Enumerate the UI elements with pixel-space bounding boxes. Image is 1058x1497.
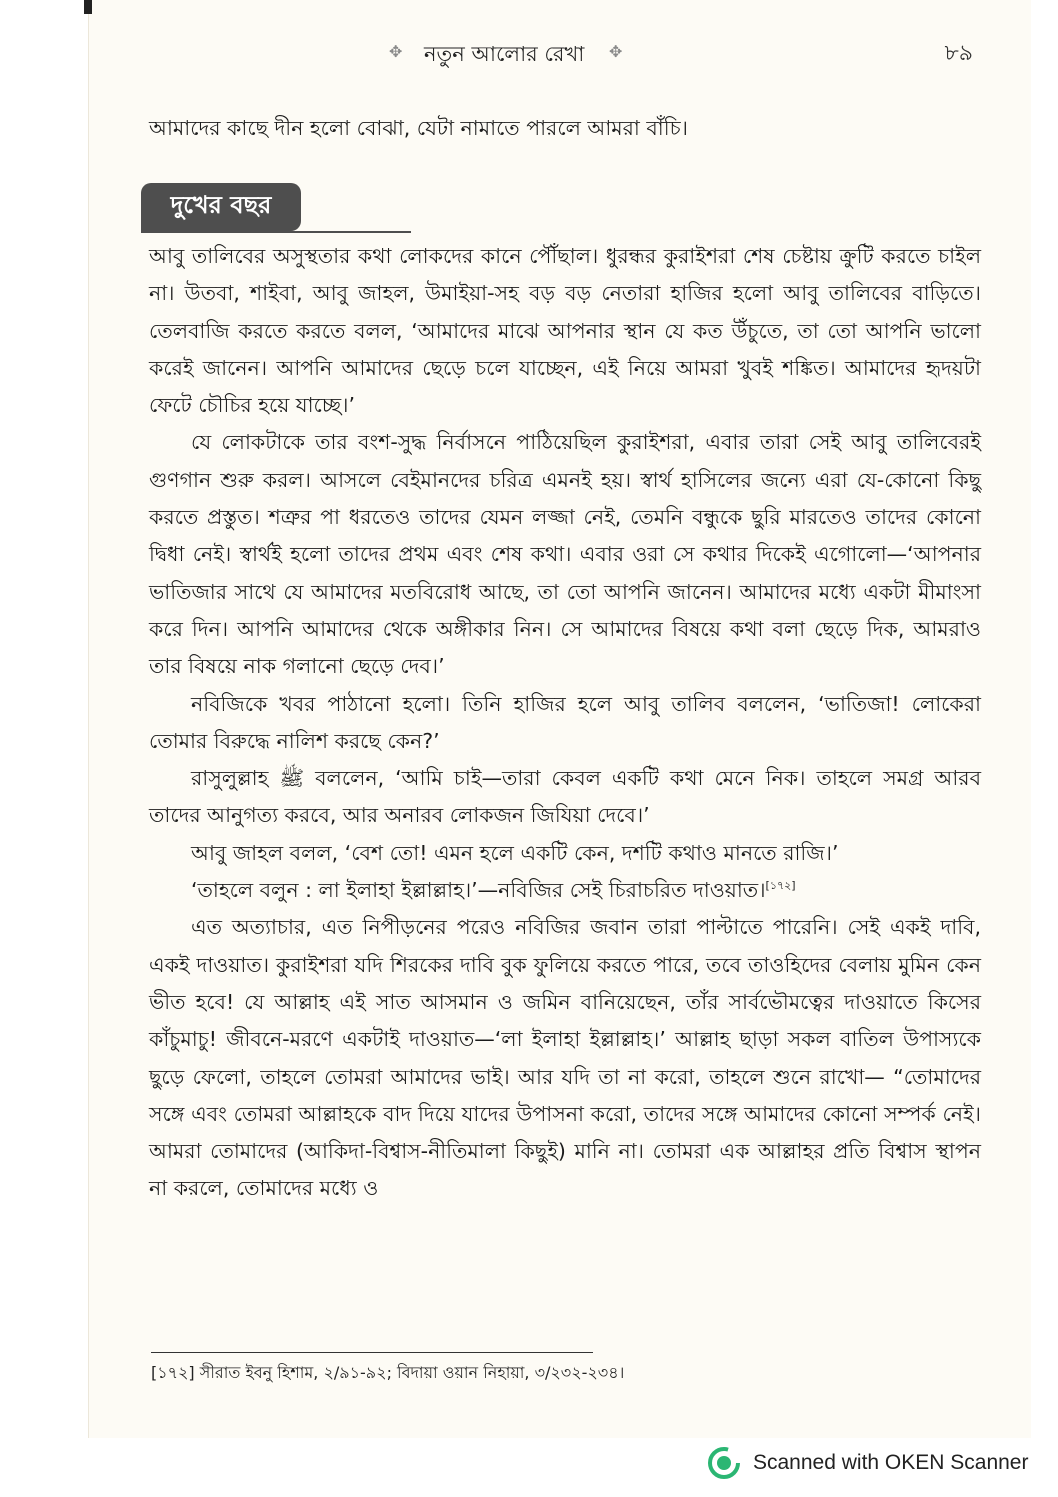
paragraph: নবিজিকে খবর পাঠানো হলো। তিনি হাজির হলে আবু তালিব বললেন, ‘ভাতিজা! লোকেরা তোমার বিরুদ্ধে নালিশ করছে কেন?’: [149, 691, 981, 753]
footnote-rule: [151, 1352, 593, 1353]
section-heading-rule: [141, 231, 411, 233]
continued-line-text: আমাদের কাছে দীন হলো বোঝা, যেটা নামাতে পারলে আমরা বাঁচি।: [149, 116, 689, 140]
footnote-ref: [১৭২]: [765, 879, 796, 893]
paragraph: যে লোকটাকে তার বংশ-সুদ্ধ নির্বাসনে পাঠিয়েছিল কুরাইশরা, এবার তারা সেই আবু তালিবেরই গুণগান শুরু করল। আসলে বেইমানদের চরিত্র এমনই হয়। স্বার্থ হাসিলের জন্যে এরা যে-কোনো কিছু করতে প্রস্তুত। শত্রুর পা ধরতেও তাদের যেমন লজ্জা নেই, তেমনি বন্ধুকে ছুরি মারতেও তাদের কোনো দ্বিধা নেই। স্বার্থই হলো তাদের প্রথম এবং শেষ কথা। এবার ওরা সে কথার দিকেই এগোলো—‘আপনার ভাতিজার সাথে যে আমাদের মতবিরোধ আছে, তা তো আপনি জানেন। আমাদের মধ্যে একটা মীমাংসা করে দিন। আপনি আমাদের থেকে অঙ্গীকার নিন। সে আমাদের বিষয়ে কথা বলা ছেড়ে দিক, আমরাও তার বিষয়ে নাক গলানো ছেড়ে দেব।’: [149, 430, 981, 679]
paragraph: আবু জাহল বলল, ‘বেশ তো! এমন হলে একটি কেন, দশটি কথাও মানতে রাজি।’: [191, 840, 839, 865]
running-title: নতুন আলোর রেখা: [424, 42, 585, 66]
scanner-label: Scanned with OKEN Scanner: [753, 1451, 1029, 1474]
paragraph: রাসুলুল্লাহ ﷺ বললেন, ‘আমি চাই—তারা কেবল একটি কথা মেনে নিক। তাহলে সমগ্র আরব তাদের আনুগত্য করবে, আর অনারব লোকজন জিযিয়া দেবে।’: [149, 766, 981, 828]
right-ornament-icon: ✥: [609, 42, 623, 61]
page-header: [89, 36, 1031, 66]
scan-edge-shadow: [84, 0, 92, 14]
quote-line: [191, 872, 981, 909]
oken-scanner-logo-icon: [707, 1446, 741, 1480]
book-page: [88, 0, 1031, 1438]
page-number: ৮৯: [944, 41, 973, 66]
quote-line-text: ‘তাহলে বলুন : লা ইলাহা ইল্লাল্লাহ।’—নবিজির সেই চিরাচরিত দাওয়াত।: [191, 878, 766, 903]
paragraph: এত অত্যাচার, এত নিপীড়নের পরেও নবিজির জবান তারা পাল্টাতে পারেনি। সেই একই দাবি, একই দাওয়াত। কুরাইশরা যদি শিরকের দাবি বুক ফুলিয়ে করতে পারে, তবে তাওহিদের বেলায় মুমিন কেন ভীত হবে! যে আল্লাহ এই সাত আসমান ও জমিন বানিয়েছেন, তাঁর সার্বভৌমত্বের দাওয়াতে কিসের কাঁচুমাচু! জীবনে-মরণে একটাই দাওয়াত—‘লা ইলাহা ইল্লাল্লাহ।’ আল্লাহ ছাড়া সকল বাতিল উপাস্যকে ছুড়ে ফেলো, তাহলে তোমরা আমাদের ভাই। আর যদি তা না করো, তাহলে শুনে রাখো— “তোমাদের সঙ্গে এবং তোমরা আল্লাহকে বাদ দিয়ে যাদের উপাসনা করো, তাদের সঙ্গে আমাদের কোনো সম্পর্ক নেই। আমরা তোমাদের (আকিদা-বিশ্বাস-নীতিমালা কিছুই) মানি না। তোমরা এক আল্লাহর প্রতি বিশ্বাস স্থাপন না করলে, তোমাদের মধ্যে ও: [149, 915, 981, 1201]
continued-line: [149, 110, 981, 147]
left-ornament-icon: ✥: [389, 42, 403, 61]
paragraph: আবু তালিবের অসুস্থতার কথা লোকদের কানে পৌঁছাল। ধুরন্ধর কুরাইশরা শেষ চেষ্টায় ক্রুটি করতে চাইল না। উতবা, শাইবা, আবু জাহল, উমাইয়া-সহ বড় বড় নেতারা হাজির হলো আবু তালিবের বাড়িতে। তেলবাজি করতে করতে বলল, ‘আমাদের মাঝে আপনার স্থান যে কত উঁচুতে, তা তো আপনি ভালো করেই জানেন। আপনি আমাদের ছেড়ে চলে যাচ্ছেন, এই নিয়ে আমরা খুবই শঙ্কিত। আমাদের হৃদয়টা ফেটে চৌচির হয়ে যাচ্ছে।’: [149, 244, 981, 418]
scanner-watermark: [707, 1445, 1028, 1481]
body-text: [149, 238, 981, 1208]
section-heading: দুখের বছর: [141, 183, 301, 231]
footnote: [১৭২] সীরাত ইবনু হিশাম, ২/৯১-৯২; বিদায়া ওয়ান নিহায়া, ৩/২৩২-২৩৪।: [151, 1363, 625, 1382]
